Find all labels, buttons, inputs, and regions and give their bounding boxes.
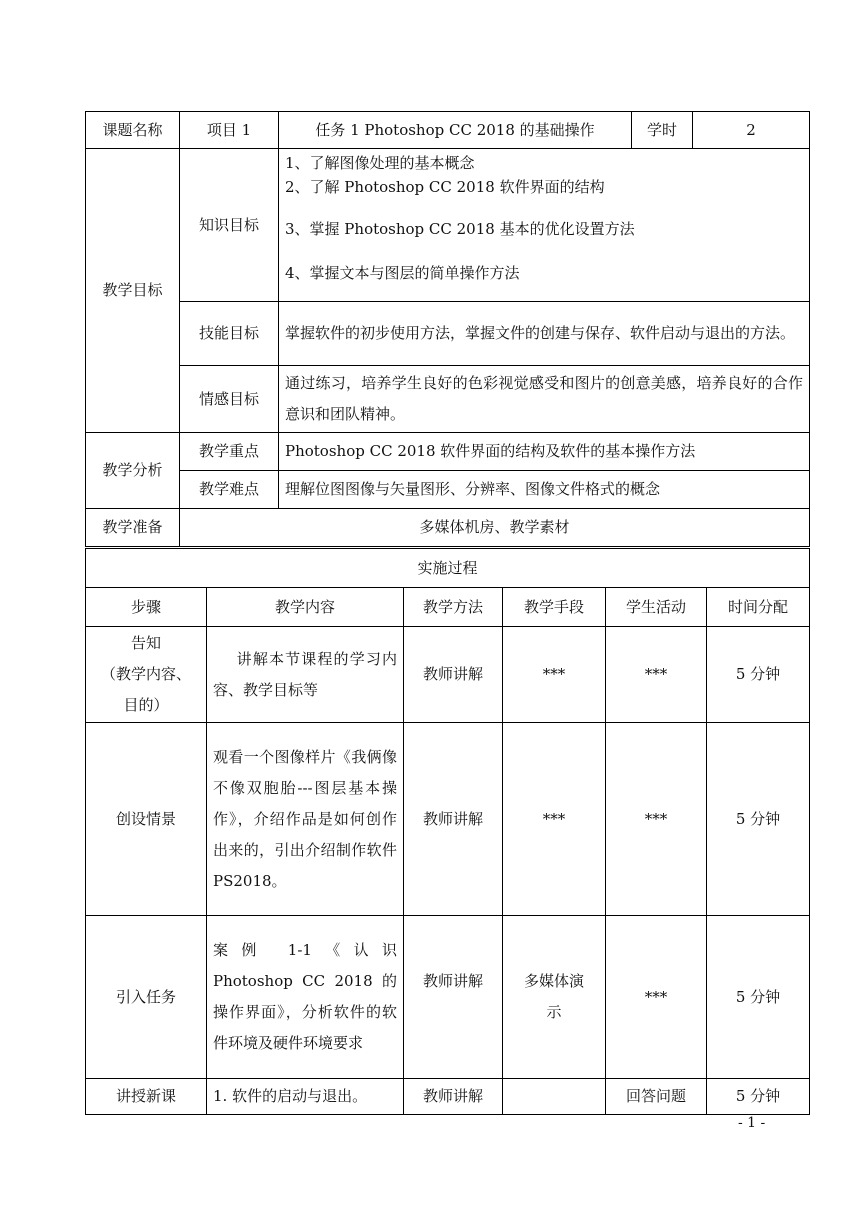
time-cell: 5 分钟 [707,723,810,916]
table-row [86,627,810,723]
step-cell: 创设情景 [86,723,207,916]
time-cell: 5 分钟 [707,1079,810,1115]
content-cell: 案例 1-1《认识 Photoshop CC 2018 的操作界面》，分析软件的软件环境及硬件环境要求 [207,916,404,1079]
step-cell: 引入任务 [86,916,207,1079]
skill-label: 技能目标 [180,302,279,366]
difficulty-text: 理解位图图像与矢量图形、分辨率、图像文件格式的概念 [279,471,810,509]
difficulty-label: 教学难点 [180,471,279,509]
table-row [86,723,810,916]
process-table [85,548,810,1115]
header-activity: 学生活动 [606,588,707,627]
method-cell: 教师讲解 [404,723,503,916]
table-row [86,916,810,1079]
method-cell: 教师讲解 [404,916,503,1079]
emotion-label: 情感目标 [180,366,279,433]
knowledge-items [279,149,810,302]
step-cell: 讲授新课 [86,1079,207,1115]
content-cell: 1. 软件的启动与退出。 [207,1079,404,1115]
means-cell [503,1079,606,1115]
task-name: 任务 1 Photoshop CC 2018 的基础操作 [279,112,632,149]
content-cell: 观看一个图像样片《我俩像不像双胞胎---图层基本操作》，介绍作品是如何创作出来的，引出介绍制作软件PS2018。 [207,723,404,916]
analysis-label: 教学分析 [86,433,180,509]
hours-label: 学时 [632,112,693,149]
table-row [86,1079,810,1115]
time-cell: 5 分钟 [707,627,810,723]
process-title: 实施过程 [86,549,810,588]
knowledge-item: 4、掌握文本与图层的简单操作方法 [285,264,520,282]
process-header-row [86,588,810,627]
content-cell: 讲解本节课程的学习内容、教学目标等 [207,627,404,723]
activity-cell: *** [606,723,707,916]
header-step: 步骤 [86,588,207,627]
emotion-text: 通过练习，培养学生良好的色彩视觉感受和图片的创意美感，培养良好的合作意识和团队精神。 [279,366,810,433]
activity-cell: *** [606,627,707,723]
step-cell: 告知 （教学内容、 目的） [86,627,207,723]
activity-cell: 回答问题 [606,1079,707,1115]
key-text: Photoshop CC 2018 软件界面的结构及软件的基本操作方法 [279,433,810,471]
knowledge-item: 3、掌握 Photoshop CC 2018 基本的优化设置方法 [285,220,635,238]
page-number: - 1 - [738,1115,766,1131]
lesson-info-table [85,111,810,547]
time-cell: 5 分钟 [707,916,810,1079]
activity-cell: *** [606,916,707,1079]
header-means: 教学手段 [503,588,606,627]
header-method: 教学方法 [404,588,503,627]
method-cell: 教师讲解 [404,627,503,723]
course-label: 课题名称 [86,112,180,149]
means-cell: *** [503,627,606,723]
key-label: 教学重点 [180,433,279,471]
method-cell: 教师讲解 [404,1079,503,1115]
knowledge-item: 1、了解图像处理的基本概念 [285,154,475,172]
goals-label: 教学目标 [86,149,180,433]
means-cell: *** [503,723,606,916]
prep-label: 教学准备 [86,509,180,547]
knowledge-item: 2、了解 Photoshop CC 2018 软件界面的结构 [285,178,605,196]
hours-value: 2 [693,112,810,149]
skill-text: 掌握软件的初步使用方法，掌握文件的创建与保存、软件启动与退出的方法。 [279,302,810,366]
header-time: 时间分配 [707,588,810,627]
prep-text: 多媒体机房、教学素材 [180,509,810,547]
header-content: 教学内容 [207,588,404,627]
project-name: 项目 1 [180,112,279,149]
knowledge-label: 知识目标 [180,149,279,302]
means-cell: 多媒体演示 [503,916,606,1079]
